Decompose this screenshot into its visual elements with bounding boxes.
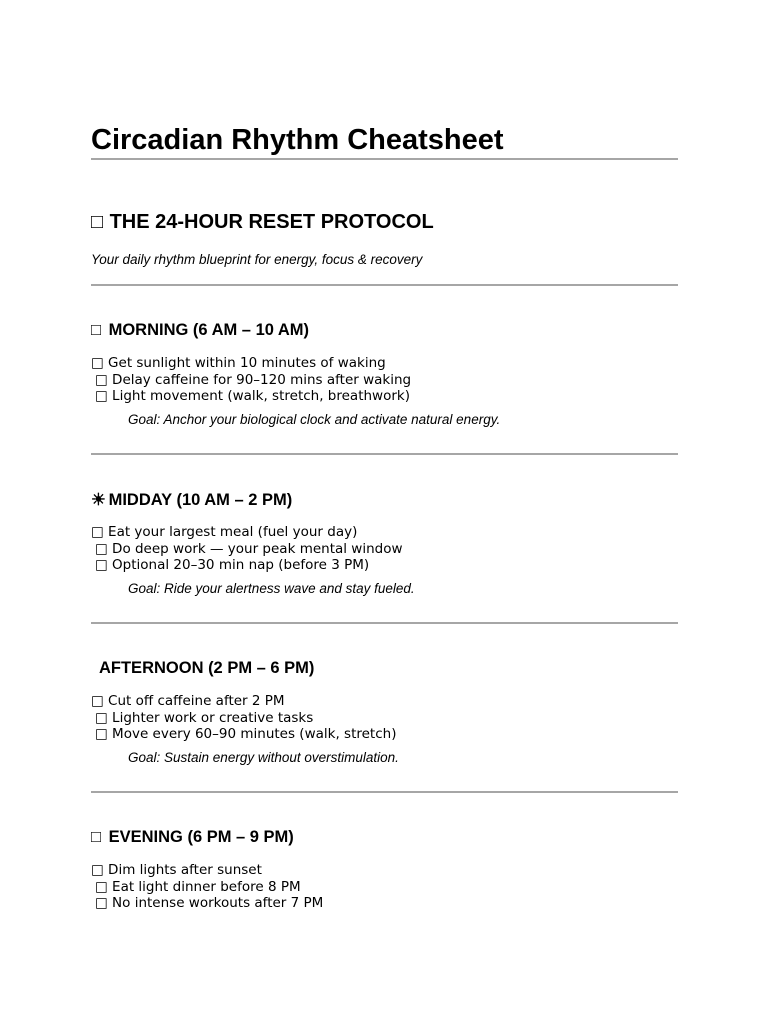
checklist (91, 693, 396, 743)
section-goal: Goal: Sustain energy without overstimulation. (128, 750, 399, 765)
checklist-item: □ No intense workouts after 7 PM (95, 895, 324, 912)
section-heading (91, 659, 314, 678)
checklist-item: □ Move every 60–90 minutes (walk, stretch) (95, 726, 397, 743)
checklist-item: □ Cut off caffeine after 2 PM (91, 693, 285, 709)
section-divider (91, 622, 678, 624)
checklist-item: □ Delay caffeine for 90–120 mins after waking (95, 371, 412, 388)
tagline: Your daily rhythm blueprint for energy, focus & recovery (91, 252, 423, 267)
title-divider (91, 158, 678, 160)
checklist-item: □ Dim lights after sunset (91, 862, 262, 878)
section-divider (91, 453, 678, 455)
checklist-item: □ Get sunlight within 10 minutes of waking (91, 355, 386, 371)
page-title: Circadian Rhythm Cheatsheet (91, 124, 504, 156)
section-heading (91, 490, 292, 510)
section-goal: Goal: Anchor your biological clock and activate natural energy. (128, 412, 501, 427)
protocol-icon: □ (91, 211, 104, 233)
section-heading-text: AFTERNOON (2 PM – 6 PM) (98, 659, 315, 677)
section-heading (91, 828, 294, 847)
section-goal: Goal: Ride your alertness wave and stay fueled. (128, 581, 415, 596)
sunrise-icon: □ (91, 321, 101, 339)
checklist-item: □ Optional 20–30 min nap (before 3 PM) (95, 557, 370, 574)
protocol-heading (91, 211, 434, 234)
section-divider (91, 791, 678, 793)
section-heading-text: MORNING (6 AM – 10 AM) (108, 321, 310, 339)
checklist-item: □ Eat light dinner before 8 PM (95, 878, 301, 895)
sun-icon: ☀ (91, 491, 106, 509)
moon-icon: □ (91, 828, 101, 846)
section-divider (91, 284, 678, 286)
checklist-item: □ Eat your largest meal (fuel your day) (91, 524, 358, 540)
protocol-heading-text: THE 24-HOUR RESET PROTOCOL (109, 211, 434, 233)
section-heading-text: EVENING (6 PM – 9 PM) (108, 828, 294, 846)
checklist-item: □ Do deep work — your peak mental window (95, 540, 403, 557)
checklist (91, 862, 323, 912)
checklist (91, 524, 403, 574)
section-heading (91, 321, 309, 340)
checklist (91, 355, 411, 405)
checklist-item: □ Light movement (walk, stretch, breathwork) (95, 388, 410, 405)
section-heading-text: MIDDAY (10 AM – 2 PM) (108, 491, 293, 509)
checklist-item: □ Lighter work or creative tasks (95, 709, 314, 726)
